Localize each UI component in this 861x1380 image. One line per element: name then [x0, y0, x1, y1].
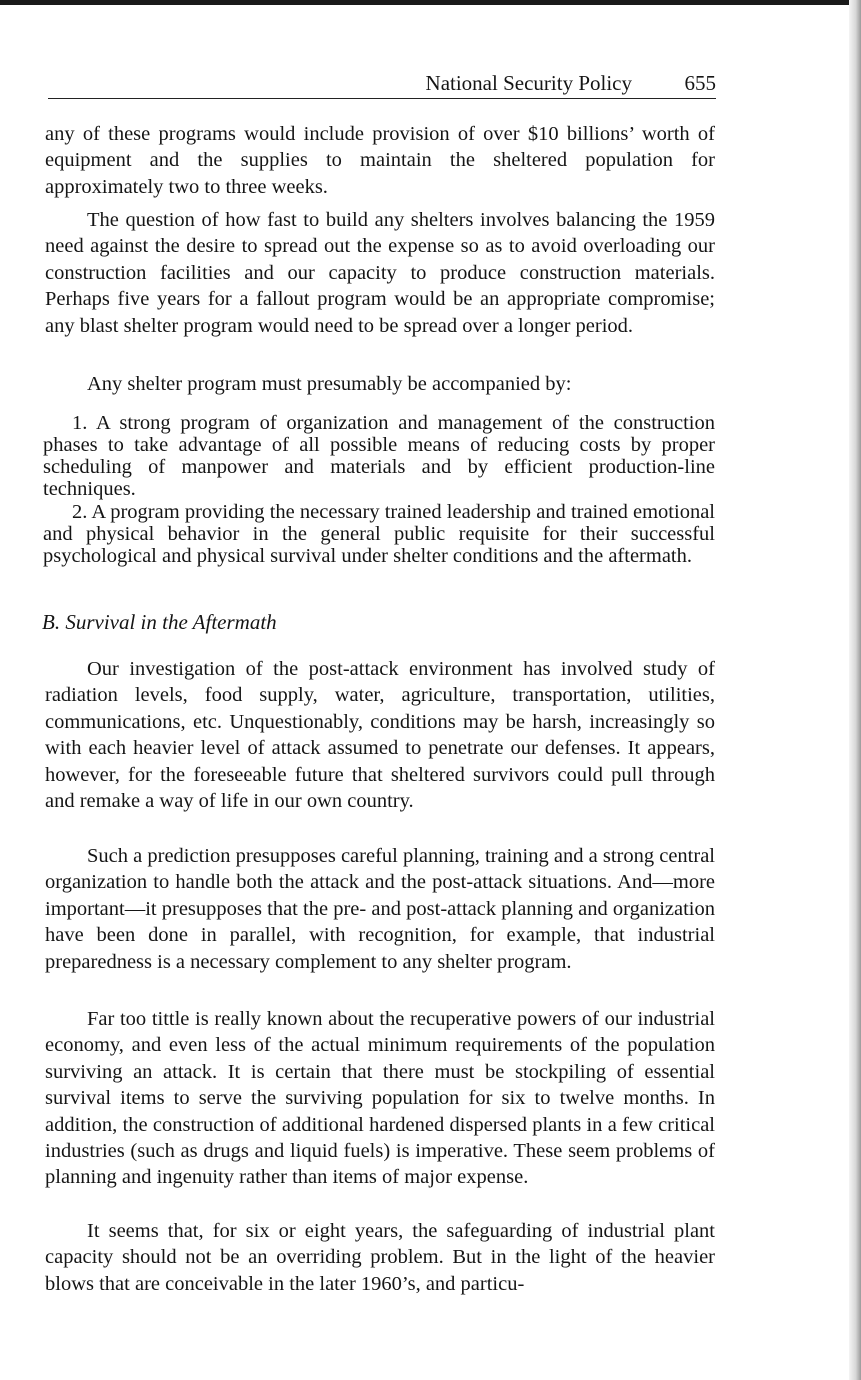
paragraph-prediction: Such a prediction presupposes careful planning, training and a strong central organization to handle both the attack and the post-attack situations. And—more important—it presupposes that the pre- and post-attack planning and organization have been done in parallel, with recognition, for example, that industrial preparedness is a necessary complement to any shelter program. [45, 845, 715, 973]
paragraph-continuation: any of these programs would include provision of over $10 billions’ worth of equipment and the supplies to maintain the sheltered population for approximately two to three weeks. [45, 123, 715, 198]
running-header-title: National Security Policy [425, 71, 632, 95]
page-top-edge [0, 0, 861, 5]
running-header [48, 70, 716, 99]
paragraph-recuperative-powers: Far too tittle is really known about the recuperative powers of our industrial economy, and even less of the actual minimum requirements of the population surviving an attack. It is certain that there must be stockpiling of essential survival items to serve the surviving population for six to twelve months. In addition, the construction of additional hardened dispersed plants in a few critical industries (such as drugs and liquid fuels) is imperative. These seem problems of planning and ingenuity rather than items of major expense. [45, 1008, 715, 1189]
paragraph-shelter-pace: The question of how fast to build any shelters involves balancing the 1959 need against the desire to spread out the expense so as to avoid overloading our construction facilities and our capacity to produce construction materials. Perhaps five years for a fallout program would be an appropriate compromise; any blast shelter program would need to be spread over a longer period. [45, 209, 715, 337]
list-item: 1. A strong program of organization and management of the construction phases to take advantage of all possible means of reducing costs by proper scheduling of manpower and materials and by efficient production-line techniques. [43, 412, 715, 500]
page-number: 655 [684, 71, 716, 95]
page-binding-edge [849, 0, 861, 1380]
section-heading: B. Survival in the Aftermath [42, 610, 277, 634]
paragraph-industrial-capacity: It seems that, for six or eight years, the safeguarding of industrial plant capacity should not be an overriding problem. But in the light of the heavier blows that are conceivable in the later 1960’s, and particu- [45, 1220, 715, 1295]
paragraph-shelter-program-intro: Any shelter program must presumably be accompanied by: [87, 373, 572, 395]
list-item: 2. A program providing the necessary trained leadership and trained emotional and physical behavior in the general public requisite for their successful psychological and physical survival under shelter conditions and the aftermath. [43, 501, 715, 567]
paragraph-post-attack-environment: Our investigation of the post-attack environment has involved study of radiation levels, food supply, water, agriculture, transportation, utilities, communications, etc. Unquestionably, conditions may be harsh, increasingly so with each heavier level of attack assumed to penetrate our defenses. It appears, however, for the foreseeable future that sheltered survivors could pull through and remake a way of life in our own country. [45, 658, 715, 813]
